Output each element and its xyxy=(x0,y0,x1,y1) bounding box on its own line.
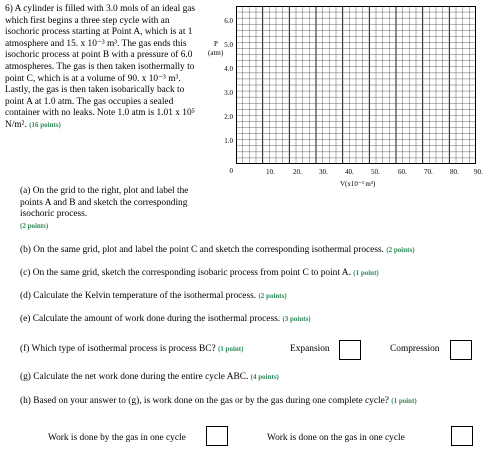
y-tick-label: 6.0 xyxy=(224,17,233,25)
problem-statement xyxy=(5,4,205,132)
y-tick-label: 3.0 xyxy=(224,89,233,97)
x-tick-label: 40. xyxy=(345,168,354,176)
x-tick-label: 70. xyxy=(424,168,433,176)
question-h: (h) Based on your answer to (g), is work done on the gas or by the gas during one complete cycle? (1 point) xyxy=(20,396,417,406)
question-e: (e) Calculate the amount of work done during the isothermal process. (3 points) xyxy=(20,314,311,324)
x-tick-label: 60. xyxy=(398,168,407,176)
x-tick-label: 10. xyxy=(266,168,275,176)
option-expansion: Expansion xyxy=(290,344,330,354)
y-axis-unit: (atm) xyxy=(208,49,224,57)
problem-text: 6) A cylinder is filled with 3.0 mols of an ideal gas which first begins a three step cycle with an isochoric process starting at Point A, which is at 1 atmosphere and 15. x 10⁻³ m³. The gas ends this isochoric process at point B with a pressure of 6.0 atmospheres. The gas is then taken isothermally to point C, which is at a volume of 90. x 10⁻³ m³. Lastly, the gas is then taken isobarically back to point A at 1.0 atm. The gas occupies a sealed container with no leaks. Note 1.0 atm is 1.01 x 10⁵ N/m². xyxy=(5,4,196,130)
option-on-gas: Work is done on the gas in one cycle xyxy=(267,433,405,443)
by-gas-checkbox[interactable] xyxy=(206,426,228,446)
y-tick-label: 5.0 xyxy=(224,41,233,49)
option-by-gas: Work is done by the gas in one cycle xyxy=(48,433,186,443)
y-tick-label: 4.0 xyxy=(224,65,233,73)
problem-points: (16 points) xyxy=(29,120,61,129)
question-c: (c) On the same grid, sketch the corresponding isobaric process from point C to point A. (1 point) xyxy=(20,268,379,278)
compression-checkbox[interactable] xyxy=(450,340,472,360)
x-tick-label: 90. xyxy=(474,168,483,176)
question-b: (b) On the same grid, plot and label the point C and sketch the corresponding isothermal process. (2 points) xyxy=(20,245,415,255)
on-gas-checkbox[interactable] xyxy=(451,426,473,446)
question-a: (a) On the grid to the right, plot and label the points A and B and sketch the corresponding isochoric process. (2 points) xyxy=(20,186,189,230)
question-g: (g) Calculate the net work done during the entire cycle ABC. (4 points) xyxy=(20,372,279,382)
y-tick-label: 1.0 xyxy=(224,137,233,145)
x-axis-label: V(x10⁻³ m³) xyxy=(340,180,376,188)
x-tick-label: 80. xyxy=(450,168,459,176)
y-tick-label: 2.0 xyxy=(224,113,233,121)
option-compression: Compression xyxy=(390,344,440,354)
x-tick-label: 30. xyxy=(319,168,328,176)
y-axis-label: P xyxy=(214,40,218,48)
x-tick-label: 50. xyxy=(371,168,380,176)
x-tick-label: 20. xyxy=(293,168,302,176)
y-tick-label: 0 xyxy=(229,167,233,175)
question-f: (f) Which type of isothermal process is process BC? (1 point) xyxy=(20,344,244,354)
question-d: (d) Calculate the Kelvin temperature of the isothermal process. (2 points) xyxy=(20,291,287,301)
pv-grid xyxy=(236,6,476,164)
expansion-checkbox[interactable] xyxy=(339,340,361,360)
